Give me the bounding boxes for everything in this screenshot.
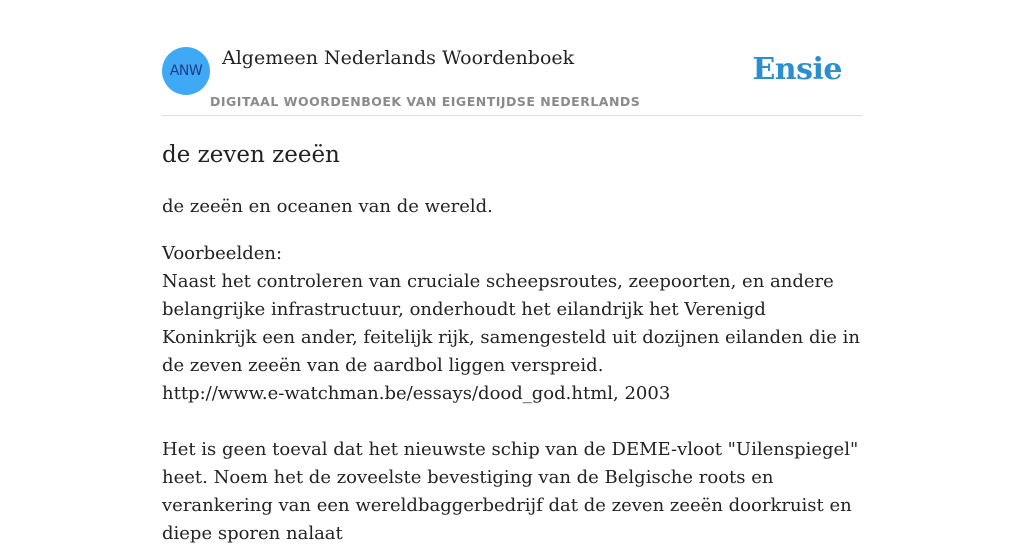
example-source: http://www.e-watchman.be/essays/dood_god.html, 2003 xyxy=(162,383,671,404)
definition: de zeeën en oceanen van de wereld. xyxy=(162,196,493,217)
page xyxy=(162,0,862,548)
site-header xyxy=(162,0,862,116)
example-text: Het is geen toeval dat het nieuwste schip van de DEME-vloot "Uilenspiegel" heet. Noem het de zoveelste bevestiging van de Belgische roots en verankering van een wereldbaggerbedrijf dat de zeven zeeën doorkruist en diepe sporen nalaat xyxy=(162,439,859,544)
example-item xyxy=(162,268,862,408)
brand-logo[interactable]: Ensie xyxy=(752,52,842,87)
examples-section xyxy=(162,240,862,548)
headword: de zeven zeeën xyxy=(162,142,340,168)
example-item xyxy=(162,436,862,548)
examples-label: Voorbeelden: xyxy=(162,243,283,264)
site-title[interactable]: Algemeen Nederlands Woordenboek xyxy=(222,47,575,69)
site-subtitle: DIGITAAL WOORDENBOEK VAN EIGENTIJDSE NEDERLANDS xyxy=(210,94,641,109)
example-divider xyxy=(162,408,862,436)
logo-text: ANW xyxy=(169,63,203,79)
example-text: Naast het controleren van cruciale scheepsroutes, zeepoorten, en andere belangrijke infrastructuur, onderhoudt het eilandrijk het Verenigd Koninkrijk een ander, feitelijk rijk, samengesteld uit dozijnen eilanden die in de zeven zeeën van de aardbol liggen verspreid. xyxy=(162,271,860,376)
anw-logo[interactable] xyxy=(162,47,210,95)
